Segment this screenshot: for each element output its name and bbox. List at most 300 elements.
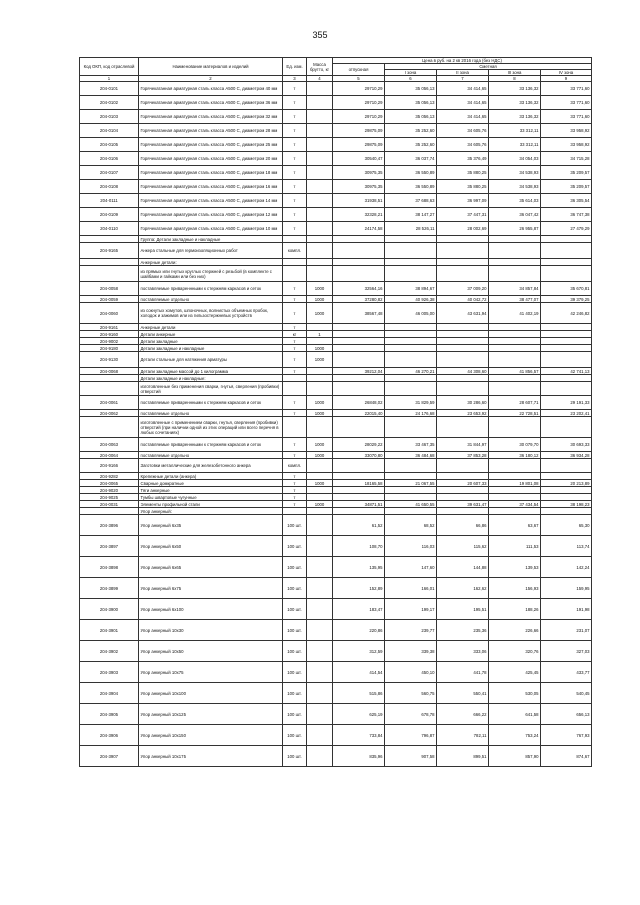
zone1-price-cell: [385, 345, 437, 352]
table-row: [80, 473, 592, 480]
code-cell: 204-3905: [80, 704, 139, 725]
unit-cell: [283, 266, 307, 282]
zone2-price-cell: 235,36: [437, 620, 489, 641]
code-cell: 204-3901: [80, 620, 139, 641]
release-price-cell: [333, 473, 385, 480]
zone1-price-cell: 36 550,89: [385, 180, 437, 194]
table-row: [80, 438, 592, 452]
zone4-price-cell: [541, 494, 592, 501]
release-price-cell: 37280,82: [333, 296, 385, 303]
unit-cell: т: [283, 180, 307, 194]
unit-cell: т: [283, 438, 307, 452]
zone3-price-cell: 19 801,08: [489, 480, 541, 487]
zone4-price-cell: 33 771,60: [541, 82, 592, 96]
name-cell: поставляемые привареннными к стержням каркасов и сеток: [139, 396, 283, 410]
name-cell: Горячекатанная арматурная сталь класса А500 С, диаметром 18 мм: [139, 166, 283, 180]
zone1-price-cell: 68,52: [385, 515, 437, 536]
table-row: [80, 243, 592, 259]
zone2-price-cell: 37 447,31: [437, 208, 489, 222]
table-header: [80, 58, 592, 82]
release-price-cell: [333, 243, 385, 259]
release-price-cell: [333, 266, 385, 282]
name-cell: Анкера стальные для гермоизоляционных работ: [139, 243, 283, 259]
code-cell: 204-0061: [80, 396, 139, 410]
zone2-price-cell: [437, 473, 489, 480]
table-row: [80, 124, 592, 138]
header-estimated: Сметная: [385, 64, 592, 70]
name-cell: Детали анкерные: [139, 331, 283, 338]
unit-cell: 100 шт.: [283, 641, 307, 662]
zone1-price-cell: [385, 508, 437, 515]
zone3-price-cell: [489, 338, 541, 345]
name-cell: Группа: Детали закладные и накладные: [139, 236, 283, 243]
mass-cell: [307, 152, 333, 166]
zone3-price-cell: [489, 331, 541, 338]
release-price-cell: 33070,80: [333, 452, 385, 459]
zone2-price-cell: 34 414,65: [437, 82, 489, 96]
zone1-price-cell: 36 037,74: [385, 152, 437, 166]
name-cell: Упор анкерный:: [139, 508, 283, 515]
table-row: [80, 515, 592, 536]
zone1-price-cell: 35 252,60: [385, 124, 437, 138]
zone2-price-cell: [437, 236, 489, 243]
table-row: [80, 324, 592, 331]
name-cell: Упор анкерный 6х50: [139, 536, 283, 557]
mass-cell: 1000: [307, 352, 333, 368]
table-row: [80, 138, 592, 152]
zone2-price-cell: 30 286,60: [437, 396, 489, 410]
zone2-price-cell: 162,62: [437, 578, 489, 599]
zone3-price-cell: [489, 473, 541, 480]
zone2-price-cell: [437, 324, 489, 331]
zone4-price-cell: 34 715,28: [541, 152, 592, 166]
table-row: [80, 459, 592, 473]
mass-cell: 1000: [307, 438, 333, 452]
release-price-cell: 26848,02: [333, 396, 385, 410]
zone4-price-cell: [541, 459, 592, 473]
zone4-price-cell: [541, 324, 592, 331]
mass-cell: [307, 208, 333, 222]
zone1-price-cell: [385, 352, 437, 368]
table-row: [80, 578, 592, 599]
name-cell: поставляемые отдельно: [139, 452, 283, 459]
zone3-price-cell: 41 402,19: [489, 303, 541, 324]
zone4-price-cell: 42 741,13: [541, 368, 592, 375]
unit-cell: [283, 417, 307, 438]
mass-cell: 1000: [307, 501, 333, 508]
code-cell: 204-9160: [80, 331, 139, 338]
zone1-price-cell: [385, 331, 437, 338]
zone3-price-cell: 425,45: [489, 662, 541, 683]
header-zone4: IV зона: [541, 70, 592, 76]
zone2-price-cell: 144,88: [437, 557, 489, 578]
table-row: [80, 82, 592, 96]
release-price-cell: 24174,58: [333, 222, 385, 236]
table-row: [80, 417, 592, 438]
zone1-price-cell: 35 252,60: [385, 138, 437, 152]
release-price-cell: 32328,21: [333, 208, 385, 222]
mass-cell: [307, 124, 333, 138]
name-cell: Горячекатанная арматурная сталь класса А500 С, диаметром 28 мм: [139, 124, 283, 138]
mass-cell: [307, 473, 333, 480]
unit-cell: компл.: [283, 243, 307, 259]
release-price-cell: 733,84: [333, 725, 385, 746]
code-cell: 204-0065: [80, 480, 139, 487]
zone3-price-cell: [489, 375, 541, 382]
zone1-price-cell: 37 688,63: [385, 194, 437, 208]
unit-cell: [283, 259, 307, 266]
zone1-price-cell: 35 056,13: [385, 96, 437, 110]
name-cell: Упор анкерный 10х50: [139, 641, 283, 662]
zone4-price-cell: 433,77: [541, 662, 592, 683]
zone4-price-cell: 42 246,82: [541, 303, 592, 324]
name-cell: Детали закладные и накладные:: [139, 375, 283, 382]
code-cell: 204-0060: [80, 303, 139, 324]
release-price-cell: [333, 352, 385, 368]
table-row: [80, 96, 592, 110]
zone4-price-cell: 35 670,81: [541, 282, 592, 296]
mass-cell: [307, 110, 333, 124]
unit-cell: т: [283, 452, 307, 459]
unit-cell: 100 шт.: [283, 515, 307, 536]
release-price-cell: 515,86: [333, 683, 385, 704]
unit-cell: т: [283, 494, 307, 501]
release-price-cell: 30975,35: [333, 166, 385, 180]
unit-cell: т: [283, 152, 307, 166]
unit-cell: т: [283, 166, 307, 180]
zone4-price-cell: 159,95: [541, 578, 592, 599]
name-cell: Заготовки металлические для железобетонного анкера: [139, 459, 283, 473]
name-cell: Упор анкерный 10х100: [139, 683, 283, 704]
header-price-group: Цена в руб. на 2 кв 2016 года (без НДС): [333, 58, 592, 64]
header-zone2: II зона: [437, 70, 489, 76]
mass-cell: 1000: [307, 282, 333, 296]
code-cell: 204-0058: [80, 282, 139, 296]
zone1-price-cell: 147,60: [385, 557, 437, 578]
mass-cell: 1000: [307, 296, 333, 303]
code-cell: 204-3899: [80, 578, 139, 599]
zone3-price-cell: [489, 345, 541, 352]
zone4-price-cell: [541, 508, 592, 515]
unit-cell: 100 шт.: [283, 746, 307, 767]
code-cell: 204-0105: [80, 138, 139, 152]
zone4-price-cell: 38 198,23: [541, 501, 592, 508]
unit-cell: т: [283, 473, 307, 480]
name-cell: Горячекатанная арматурная сталь класса А500 С, диаметром 20 мм: [139, 152, 283, 166]
zone2-price-cell: 44 308,60: [437, 368, 489, 375]
code-cell: 204-9166: [80, 459, 139, 473]
zone3-price-cell: 36 047,42: [489, 208, 541, 222]
name-cell: Упор анкерный 10х75: [139, 662, 283, 683]
mass-cell: [307, 704, 333, 725]
unit-cell: [283, 508, 307, 515]
code-cell: 204-3898: [80, 557, 139, 578]
table-row: [80, 620, 592, 641]
zone2-price-cell: [437, 494, 489, 501]
zone2-price-cell: 34 605,76: [437, 138, 489, 152]
zone3-price-cell: 857,90: [489, 746, 541, 767]
table-row: [80, 110, 592, 124]
header-unit: Ед. изм.: [283, 58, 307, 76]
code-cell: [80, 236, 139, 243]
unit-cell: т: [283, 296, 307, 303]
name-cell: Горячекатанная арматурная сталь класса А500 С, диаметром 25 мм: [139, 138, 283, 152]
table-row: [80, 338, 592, 345]
unit-cell: т: [283, 480, 307, 487]
zone1-price-cell: 28 526,11: [385, 222, 437, 236]
zone1-price-cell: 40 926,38: [385, 296, 437, 303]
release-price-cell: 183,47: [333, 599, 385, 620]
table-row: [80, 236, 592, 243]
name-cell: Упор анкерный 6х100: [139, 599, 283, 620]
release-price-cell: 61,52: [333, 515, 385, 536]
unit-cell: т: [283, 96, 307, 110]
zone2-price-cell: 34 414,65: [437, 110, 489, 124]
name-cell: Тяги анкерные: [139, 487, 283, 494]
zone1-price-cell: [385, 487, 437, 494]
name-cell: Анкерные детали: [139, 324, 283, 331]
zone1-price-cell: 907,58: [385, 746, 437, 767]
zone1-price-cell: [385, 236, 437, 243]
header-release: отпускная: [333, 64, 385, 76]
col-number: 5: [333, 76, 385, 82]
zone3-price-cell: 33 312,11: [489, 138, 541, 152]
mass-cell: [307, 259, 333, 266]
code-cell: [80, 266, 139, 282]
name-cell: Упор анкерный 10х150: [139, 725, 283, 746]
table-row: [80, 480, 592, 487]
zone2-price-cell: 782,11: [437, 725, 489, 746]
name-cell: Детали закладные и накладные: [139, 345, 283, 352]
zone1-price-cell: 678,78: [385, 704, 437, 725]
code-cell: [80, 508, 139, 515]
zone1-price-cell: [385, 473, 437, 480]
table-row: [80, 352, 592, 368]
table-row: [80, 501, 592, 508]
unit-cell: т: [283, 501, 307, 508]
zone2-price-cell: [437, 338, 489, 345]
zone1-price-cell: 46 005,00: [385, 303, 437, 324]
code-cell: 204-9002: [80, 338, 139, 345]
mass-cell: [307, 96, 333, 110]
zone4-price-cell: 33 771,60: [541, 110, 592, 124]
unit-cell: т: [283, 282, 307, 296]
zone4-price-cell: 191,98: [541, 599, 592, 620]
zone2-price-cell: 28 002,69: [437, 222, 489, 236]
name-cell: Тумбы швартовые чугунные: [139, 494, 283, 501]
code-cell: 204-0110: [80, 222, 139, 236]
zone4-price-cell: 20 213,89: [541, 480, 592, 487]
table-row: [80, 303, 592, 324]
table-row: [80, 683, 592, 704]
release-price-cell: 29710,29: [333, 110, 385, 124]
zone1-price-cell: 116,03: [385, 536, 437, 557]
table-row: [80, 382, 592, 396]
zone3-price-cell: 34 857,84: [489, 282, 541, 296]
mass-cell: [307, 417, 333, 438]
unit-cell: 100 шт.: [283, 704, 307, 725]
release-price-cell: 414,54: [333, 662, 385, 683]
mass-cell: [307, 641, 333, 662]
zone2-price-cell: 37 853,28: [437, 452, 489, 459]
zone2-price-cell: 23 653,92: [437, 410, 489, 417]
zone3-price-cell: [489, 459, 541, 473]
name-cell: поставляемые отдельно: [139, 296, 283, 303]
table-row: [80, 396, 592, 410]
mass-cell: [307, 487, 333, 494]
table-row: [80, 641, 592, 662]
col-number: 7: [437, 76, 489, 82]
zone2-price-cell: [437, 508, 489, 515]
zone3-price-cell: 530,05: [489, 683, 541, 704]
zone3-price-cell: [489, 487, 541, 494]
zone3-price-cell: 226,66: [489, 620, 541, 641]
zone1-price-cell: 33 467,35: [385, 438, 437, 452]
col-number: 6: [385, 76, 437, 82]
zone2-price-cell: 20 607,33: [437, 480, 489, 487]
zone4-price-cell: 231,07: [541, 620, 592, 641]
unit-cell: т: [283, 352, 307, 368]
unit-cell: т: [283, 138, 307, 152]
col-number: 3: [283, 76, 307, 82]
mass-cell: 1000: [307, 303, 333, 324]
name-cell: Горячекатанная арматурная сталь класса А500 С, диаметром 40 мм: [139, 82, 283, 96]
mass-cell: [307, 180, 333, 194]
zone1-price-cell: 339,38: [385, 641, 437, 662]
unit-cell: 100 шт.: [283, 725, 307, 746]
zone4-price-cell: 23 202,41: [541, 410, 592, 417]
name-cell: Анкерные детали:: [139, 259, 283, 266]
zone3-price-cell: 33 136,32: [489, 96, 541, 110]
release-price-cell: 28029,22: [333, 438, 385, 452]
col-number: 2: [139, 76, 283, 82]
name-cell: Элементы профильной стали: [139, 501, 283, 508]
name-cell: Детали стальные для натяжения арматуры: [139, 352, 283, 368]
release-price-cell: 29710,29: [333, 96, 385, 110]
zone2-price-cell: 66,86: [437, 515, 489, 536]
mass-cell: [307, 382, 333, 396]
mass-cell: [307, 236, 333, 243]
name-cell: Горячекатанная арматурная сталь класса А500 С, диаметром 14 мм: [139, 194, 283, 208]
name-cell: поставляемые отдельно: [139, 410, 283, 417]
table-row: [80, 345, 592, 352]
zone1-price-cell: 41 650,55: [385, 501, 437, 508]
release-price-cell: [333, 375, 385, 382]
mass-cell: [307, 536, 333, 557]
code-cell: [80, 417, 139, 438]
zone4-price-cell: 327,03: [541, 641, 592, 662]
table-body: [80, 82, 592, 767]
zone2-price-cell: 195,51: [437, 599, 489, 620]
code-cell: 204-0062: [80, 410, 139, 417]
code-cell: 204-0103: [80, 110, 139, 124]
mass-cell: [307, 194, 333, 208]
zone1-price-cell: 560,75: [385, 683, 437, 704]
zone1-price-cell: [385, 324, 437, 331]
zone1-price-cell: 239,77: [385, 620, 437, 641]
mass-cell: [307, 338, 333, 345]
mass-cell: [307, 82, 333, 96]
zone2-price-cell: 43 631,94: [437, 303, 489, 324]
table-row: [80, 557, 592, 578]
table-row: [80, 152, 592, 166]
mass-cell: [307, 620, 333, 641]
table-row: [80, 166, 592, 180]
header-code: Код ОКП, код отраслевой: [80, 58, 139, 76]
zone4-price-cell: 142,24: [541, 557, 592, 578]
code-cell: 204-3906: [80, 725, 139, 746]
zone1-price-cell: 38 147,27: [385, 208, 437, 222]
table-row: [80, 375, 592, 382]
code-cell: 204-0106: [80, 152, 139, 166]
zone2-price-cell: 441,78: [437, 662, 489, 683]
zone3-price-cell: [489, 266, 541, 282]
unit-cell: 100 шт.: [283, 536, 307, 557]
table-row: [80, 259, 592, 266]
zone2-price-cell: [437, 459, 489, 473]
release-price-cell: 152,89: [333, 578, 385, 599]
col-number: 4: [307, 76, 333, 82]
unit-cell: 100 шт.: [283, 620, 307, 641]
mass-cell: [307, 557, 333, 578]
zone1-price-cell: [385, 417, 437, 438]
code-cell: 204-9180: [80, 345, 139, 352]
zone2-price-cell: 35 880,25: [437, 180, 489, 194]
zone3-price-cell: 34 538,93: [489, 166, 541, 180]
release-price-cell: [333, 345, 385, 352]
zone2-price-cell: 899,51: [437, 746, 489, 767]
release-price-cell: 108,70: [333, 536, 385, 557]
mass-cell: [307, 166, 333, 180]
release-price-cell: [333, 338, 385, 345]
mass-cell: [307, 368, 333, 375]
release-price-cell: [333, 494, 385, 501]
mass-cell: 1000: [307, 345, 333, 352]
table-row: [80, 746, 592, 767]
code-cell: 204-0064: [80, 452, 139, 459]
zone2-price-cell: [437, 352, 489, 368]
name-cell: Горячекатанная арматурная сталь класса А500 С, диаметром 16 мм: [139, 180, 283, 194]
unit-cell: т: [283, 345, 307, 352]
name-cell: из сокнутых хомутов, шпоночных, волнистых объемных пробок, холодок и зажимов или из гильзостержневых устройств: [139, 303, 283, 324]
zone2-price-cell: [437, 243, 489, 259]
mass-cell: [307, 746, 333, 767]
table-row: [80, 282, 592, 296]
zone3-price-cell: 36 180,12: [489, 452, 541, 459]
name-cell: Упор анкерный 6х65: [139, 557, 283, 578]
zone1-price-cell: 166,01: [385, 578, 437, 599]
zone4-price-cell: 540,45: [541, 683, 592, 704]
mass-cell: 1000: [307, 396, 333, 410]
table-row: [80, 266, 592, 282]
name-cell: изготовленные без применения сварки, гнутья, сверления (пробивки) отверстий: [139, 382, 283, 396]
header-zone1: I зона: [385, 70, 437, 76]
code-cell: 204-3896: [80, 515, 139, 536]
zone3-price-cell: 28 607,71: [489, 396, 541, 410]
zone2-price-cell: 115,62: [437, 536, 489, 557]
release-price-cell: 32564,16: [333, 282, 385, 296]
zone3-price-cell: 156,93: [489, 578, 541, 599]
mass-cell: [307, 494, 333, 501]
code-cell: 204-0109: [80, 208, 139, 222]
code-cell: 204-3903: [80, 662, 139, 683]
zone3-price-cell: 26 955,87: [489, 222, 541, 236]
release-price-cell: 29710,29: [333, 82, 385, 96]
unit-cell: 100 шт.: [283, 683, 307, 704]
price-table: [79, 57, 592, 767]
code-cell: 204-0111: [80, 194, 139, 208]
zone4-price-cell: 65,30: [541, 515, 592, 536]
